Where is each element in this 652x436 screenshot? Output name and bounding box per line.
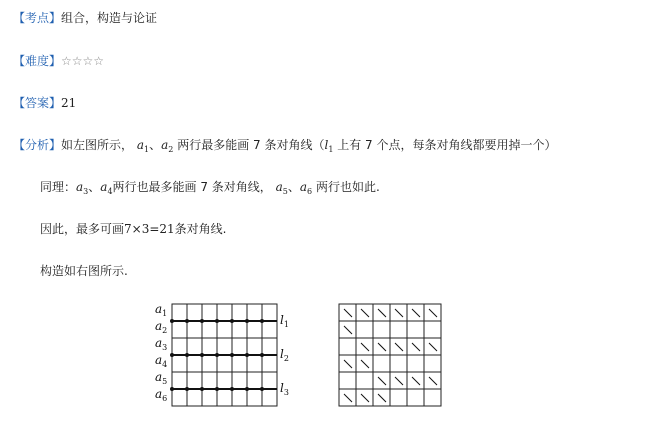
tongli-text-3: 两行也如此. (315, 180, 380, 194)
row-label-a5: $a_5$ (155, 370, 168, 386)
math-l1: $l_1$ (324, 138, 334, 154)
row-label-a6: $a_6$ (155, 387, 168, 403)
right-grid-figure (335, 300, 447, 412)
left-grid-figure (150, 296, 300, 412)
yinci-line (40, 221, 227, 237)
nandu-line (13, 53, 104, 69)
yinci-text-2: 条对角线. (174, 222, 227, 236)
tongli-text-1: 同理： (40, 180, 77, 194)
right-grid-cells (339, 304, 441, 406)
row-label-a4: $a_4$ (155, 353, 168, 369)
fenxi-sep: 、 (149, 138, 162, 152)
math-a6: $a_6$ (299, 180, 313, 196)
gouzao-text: 构造如右图所示. (40, 264, 128, 278)
row-label-a2: $a_2$ (155, 319, 168, 335)
answer-value: 21 (61, 96, 77, 110)
tongli-text-2: 两行也最多能画 7 条对角线， (112, 180, 272, 194)
yinci-expression: 7×3=21 (124, 222, 175, 236)
daan-line (13, 95, 76, 111)
line-labels (280, 313, 289, 397)
math-a2: $a_2$ (161, 138, 174, 154)
kaodian-tag: 【考点】 (13, 11, 62, 25)
row-label-a3: $a_3$ (155, 336, 168, 352)
fenxi-text-2: 两行最多能画 7 条对角线（ (177, 138, 325, 152)
row-labels (155, 302, 167, 403)
fenxi-tag: 【分析】 (13, 138, 62, 152)
math-a1: $a_1$ (136, 138, 150, 154)
line-label-l3: $l_3$ (280, 381, 289, 397)
line-label-l1: $l_1$ (280, 313, 289, 329)
kaodian-line (13, 10, 157, 26)
fenxi-text-1: 如左图所示， (61, 138, 134, 152)
gouzao-line (40, 263, 128, 279)
tongli-line (40, 179, 380, 200)
tongli-sep-1: 、 (88, 180, 101, 194)
math-a3: $a_3$ (76, 180, 89, 196)
math-a5: $a_5$ (275, 180, 288, 196)
tongli-sep-2: 、 (287, 180, 300, 194)
kaodian-text: 组合，构造与论证 (61, 11, 158, 25)
daan-tag: 【答案】 (13, 96, 62, 110)
row-label-a1: $a_1$ (155, 302, 168, 318)
difficulty-stars: ☆☆☆☆ (61, 54, 105, 68)
nandu-tag: 【难度】 (13, 54, 62, 68)
math-a4: $a_4$ (100, 180, 113, 196)
fenxi-line (13, 137, 557, 158)
fenxi-text-3: 上有 7 个点，每条对角线都要用掉一个） (337, 138, 557, 152)
line-label-l2: $l_2$ (280, 347, 289, 363)
yinci-text-1: 因此，最多可画 (40, 222, 125, 236)
